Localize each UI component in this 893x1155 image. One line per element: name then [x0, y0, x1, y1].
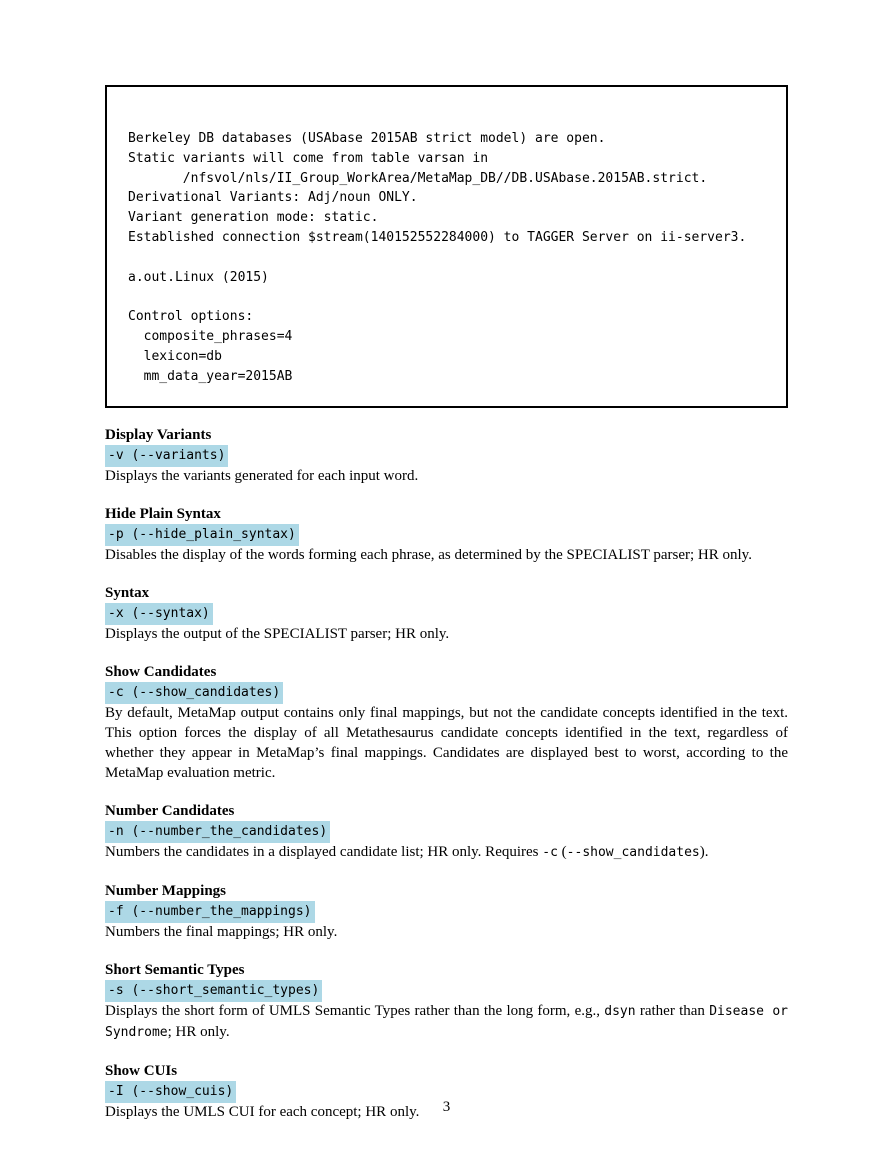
option-description: Displays the variants generated for each input word. — [105, 468, 419, 484]
option-title: Show CUIs — [105, 1063, 178, 1079]
option-title: Syntax — [105, 585, 150, 601]
option-description — [105, 1001, 788, 1043]
code-line: Derivational Variants: Adj/noun ONLY. — [128, 190, 418, 206]
code-line — [128, 287, 786, 307]
option-title: Number Candidates — [105, 803, 235, 819]
desc-text: rather than — [635, 1003, 710, 1019]
code-line — [128, 248, 786, 268]
option-hide-plain-syntax — [105, 505, 788, 565]
inline-code: -c — [542, 845, 558, 860]
code-line: Static variants will come from table varsan in — [128, 150, 489, 166]
option-flag: -I (--show_cuis) — [105, 1081, 236, 1103]
option-title: Short Semantic Types — [105, 962, 245, 978]
desc-text: Displays the short form of UMLS Semantic Types rather than the long form, e.g., — [105, 1003, 605, 1019]
option-flag: -s (--short_semantic_types) — [105, 980, 322, 1002]
option-syntax — [105, 584, 788, 644]
option-description: Disables the display of the words forming each phrase, as determined by the SPECIALIST parser; HR only. — [105, 547, 752, 563]
code-line: Control options: — [128, 309, 254, 325]
option-short-semantic-types — [105, 961, 788, 1043]
inline-code: dsyn — [604, 1004, 636, 1019]
code-line: lexicon=db — [128, 348, 222, 364]
code-line: mm_data_year=2015AB — [128, 368, 293, 384]
code-line: Established connection $stream(140152552284000) to TAGGER Server on ii-server3. — [128, 229, 747, 245]
option-description: Displays the output of the SPECIALIST parser; HR only. — [105, 626, 450, 642]
option-description: Numbers the final mappings; HR only. — [105, 924, 338, 940]
option-flag: -x (--syntax) — [105, 603, 213, 625]
option-number-candidates — [105, 802, 788, 863]
inline-code: --show_candidates — [566, 845, 700, 860]
option-description: Displays the UMLS CUI for each concept; HR only. — [105, 1104, 420, 1120]
desc-text: ). — [699, 844, 709, 860]
desc-text: Numbers the candidates in a displayed candidate list; HR only. Requires — [105, 844, 543, 860]
document-page — [105, 85, 788, 1122]
option-show-candidates — [105, 663, 788, 783]
option-display-variants — [105, 426, 788, 486]
option-description — [105, 842, 788, 863]
desc-text: ; HR only. — [167, 1024, 230, 1040]
option-flag: -p (--hide_plain_syntax) — [105, 524, 299, 546]
console-output-box — [105, 85, 788, 408]
code-line: a.out.Linux (2015) — [128, 269, 269, 285]
code-line: composite_phrases=4 — [128, 328, 293, 344]
option-description: By default, MetaMap output contains only final mappings, but not the candidate concepts identified in the text. This option forces the display of all Metathesaurus candidate concepts identified in the text, regardless of whether they appear in MetaMap’s final mappings. Candidates are displayed best to worst, according to the MetaMap evaluation metric. — [105, 705, 788, 781]
option-number-mappings — [105, 882, 788, 942]
page-number: 3 — [442, 1099, 451, 1115]
option-title: Show Candidates — [105, 664, 217, 680]
code-line: /nfsvol/nls/II_Group_WorkArea/MetaMap_DB//DB.USAbase.2015AB.strict. — [128, 170, 708, 186]
option-title: Number Mappings — [105, 883, 226, 899]
option-flag: -c (--show_candidates) — [105, 682, 283, 704]
option-title: Display Variants — [105, 427, 212, 443]
option-title: Hide Plain Syntax — [105, 506, 221, 522]
option-flag: -f (--number_the_mappings) — [105, 901, 315, 923]
inline-code: Disease or Syndrome — [105, 1004, 788, 1040]
code-line: Berkeley DB databases (USAbase 2015AB strict model) are open. — [128, 131, 606, 146]
code-line: Variant generation mode: static. — [128, 210, 379, 226]
desc-text: ( — [557, 844, 567, 860]
option-flag: -n (--number_the_candidates) — [105, 821, 330, 843]
option-flag: -v (--variants) — [105, 445, 228, 467]
